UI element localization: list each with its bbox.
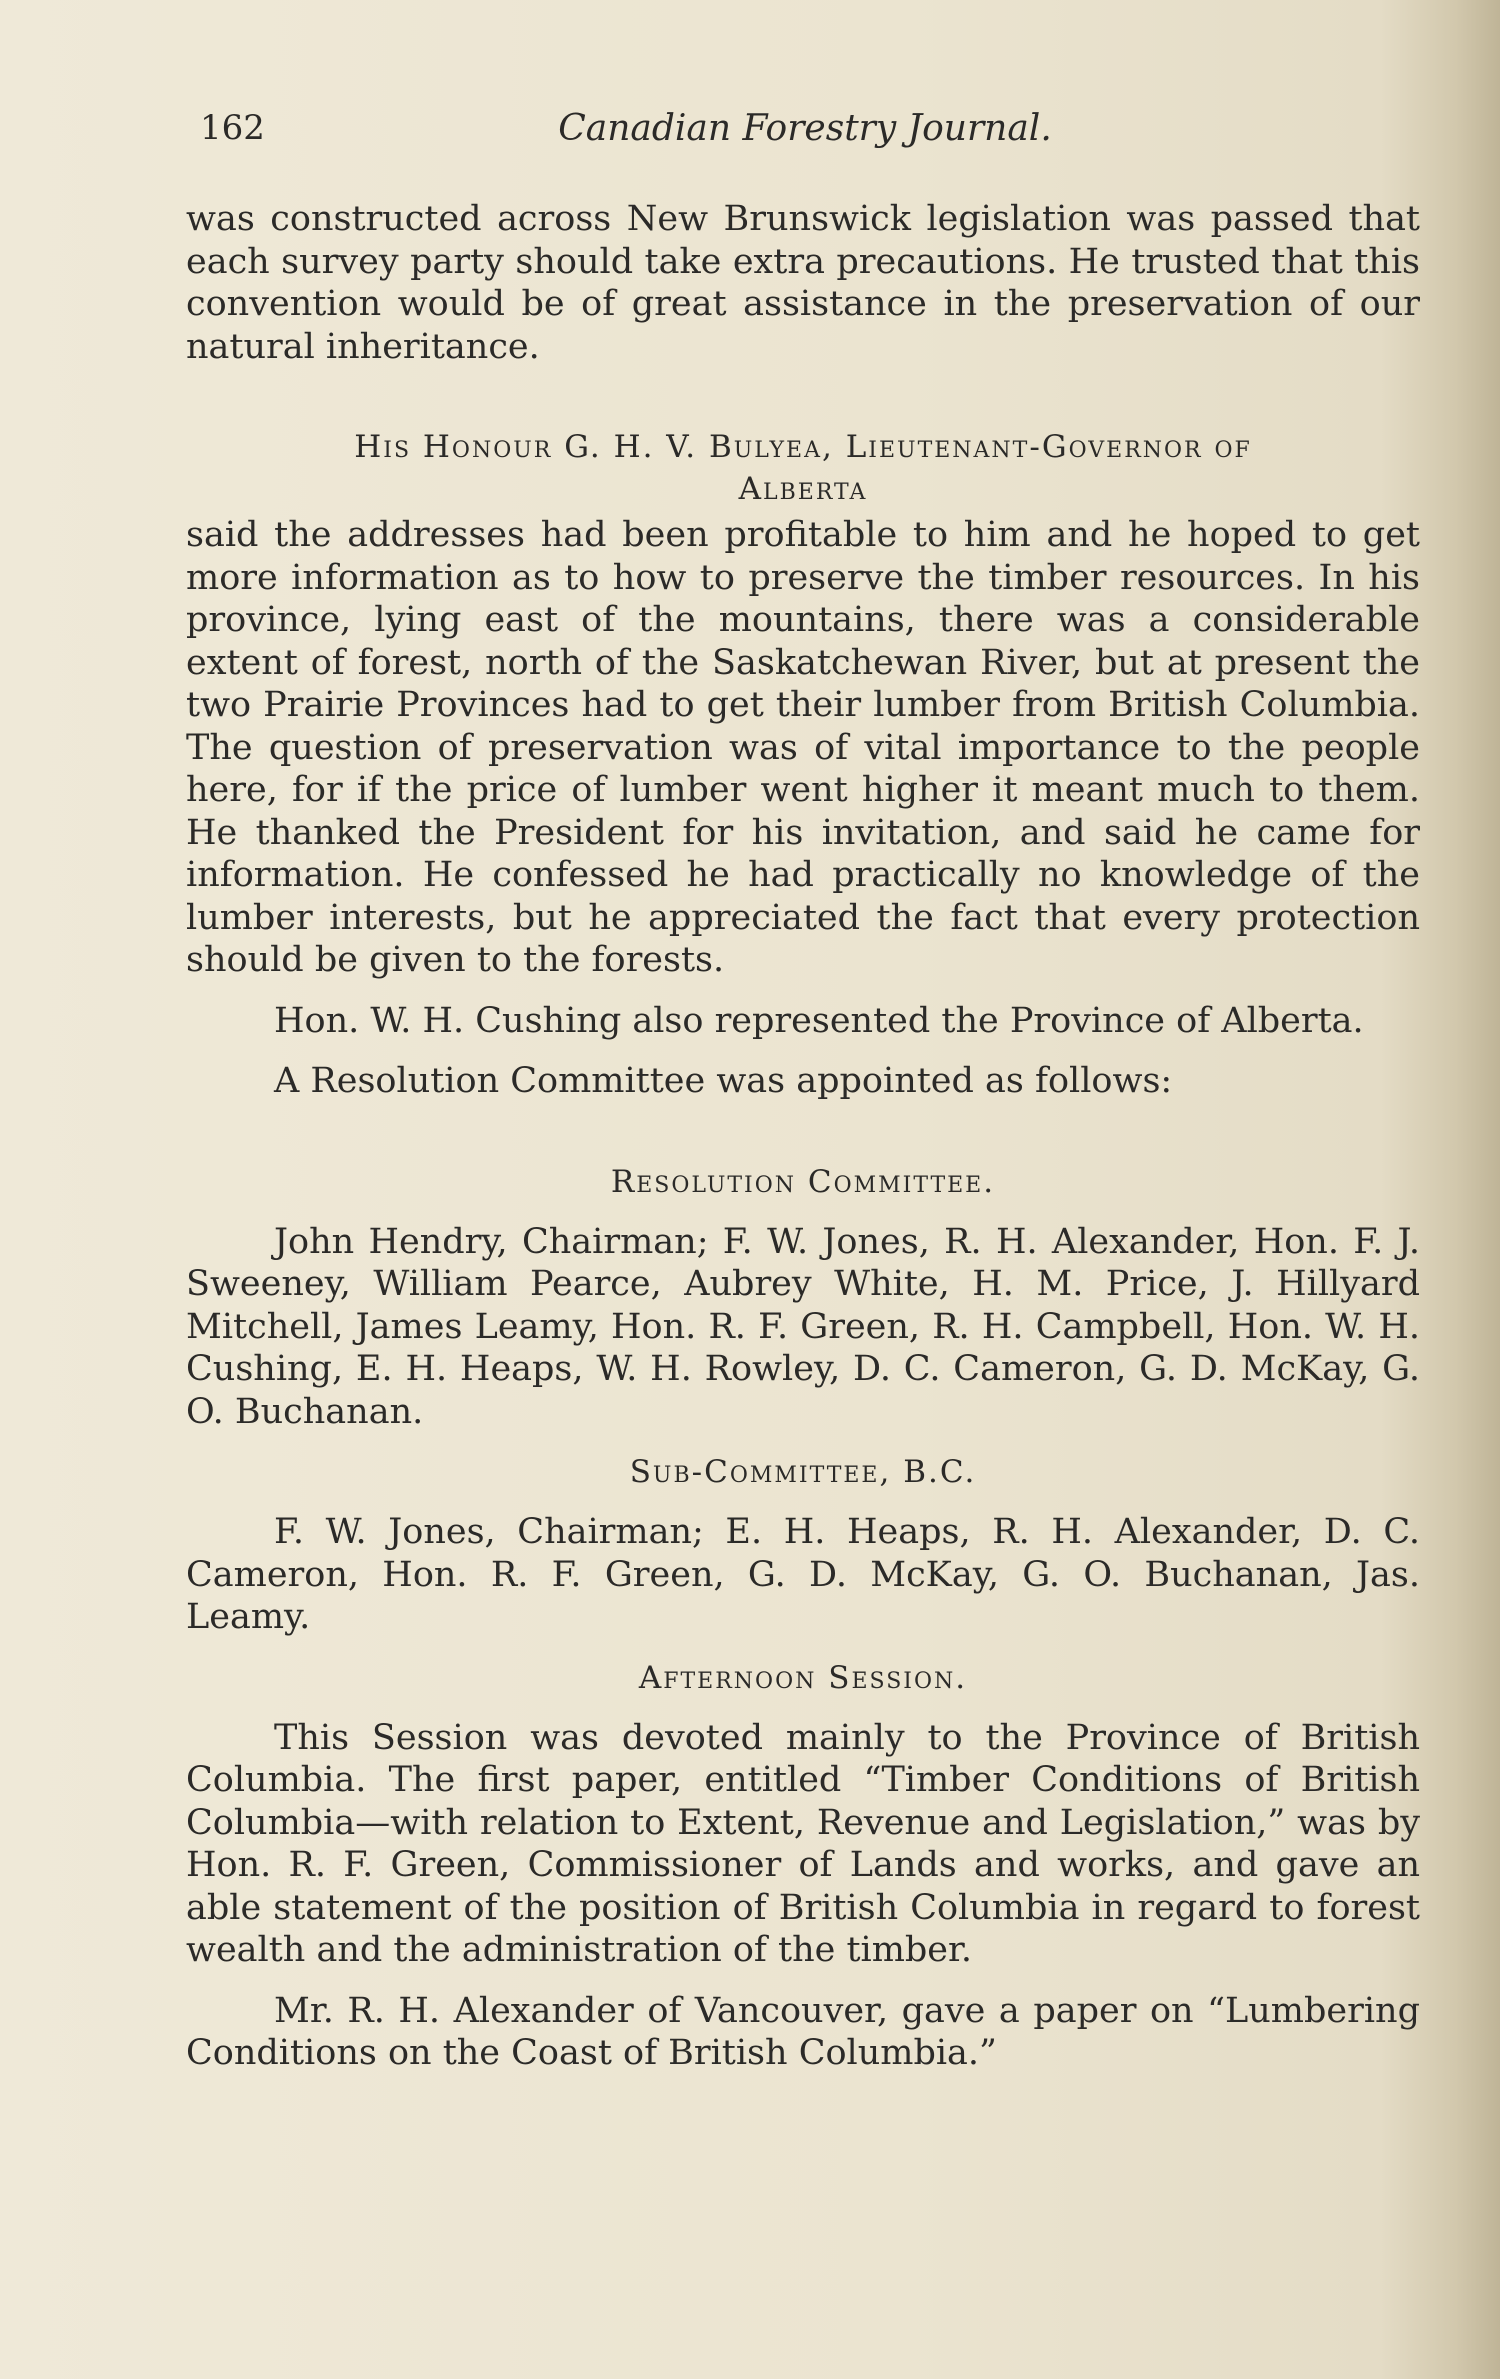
heading-resolution-committee: Resolution Committee. [610, 1163, 996, 1200]
paragraph-sub-committee-members: F. W. Jones, Chairman; E. H. Heaps, R. H. Alexander, D. C. Cameron, Hon. R. F. Green, G. D. McKay, G. O. Buchanan, Jas. Leamy. [186, 1512, 1420, 1637]
paragraph-committee-members: John Hendry, Chairman; F. W. Jones, R. H. Alexander, Hon. F. J. Sweeney, William Pearce, Aubrey White, H. M. Price, J. Hillyard Mitchell, James Leamy, Hon. R. F. Green, R. H. Campbell, Hon. W. H. Cushing, E. H. Heaps, W. H. Rowley, D. C. Cameron, G. D. McKay, G. O. Buchanan. [186, 1221, 1420, 1432]
running-title: Canadian Forestry Journal. [558, 108, 1052, 149]
speaker-heading-line2: Alberta [738, 471, 868, 507]
paragraph-alexander-paper: Mr. R. H. Alexander of Vancouver, gave a paper on “Lumbering Conditions on the Coast of British Columbia.” [186, 1990, 1420, 2073]
paragraph-afternoon-session: This Session was devoted mainly to the Province of British Columbia. The first paper, entitled “Timber Conditions of British Columbia—with relation to Extent, Revenue and Legislation,” was by Hon. R. F. Green, Commissioner of Lands and works, and gave an able statement of the position of British Columbia in regard to forest wealth and the administration of the timber. [186, 1717, 1420, 1970]
paragraph-committee-intro: A Resolution Committee was appointed as follows: [274, 1061, 1173, 1101]
body-text [186, 198, 1420, 2075]
speaker-heading [186, 426, 1420, 510]
heading-sub-committee: Sub-Committee, B.C. [629, 1454, 977, 1490]
page-header [190, 108, 1420, 168]
heading-afternoon-session: Afternoon Session. [638, 1659, 968, 1696]
paragraph-continuation: was constructed across New Brunswick legislation was passed that each survey party should take extra precautions. He trusted that this convention would be of great assistance in the preservation of our natural inheritance. [186, 199, 1420, 367]
page-number: 162 [200, 108, 265, 148]
paragraph-cushing: Hon. W. H. Cushing also represented the Province of Alberta. [274, 1000, 1364, 1041]
paragraph-bulyea-speech: said the addresses had been profitable to him and he hoped to get more information as to how to preserve the timber resources. In his province, lying east of the mountains, there was a considerable extent of forest, north of the Saskatchewan River, but at present the two Prairie Provinces had to get their lumber from British Columbia. The question of preservation was of vital importance to the people here, for if the price of lumber went higher it meant much to them. He thanked the President for his invitation, and said he came for information. He confessed he had practically no knowledge of the lumber interests, but he appreciated the fact that every protection should be given to the forests. [186, 515, 1420, 980]
speaker-heading-line1: His Honour G. H. V. Bulyea, Lieutenant-Governor of [354, 429, 1252, 465]
